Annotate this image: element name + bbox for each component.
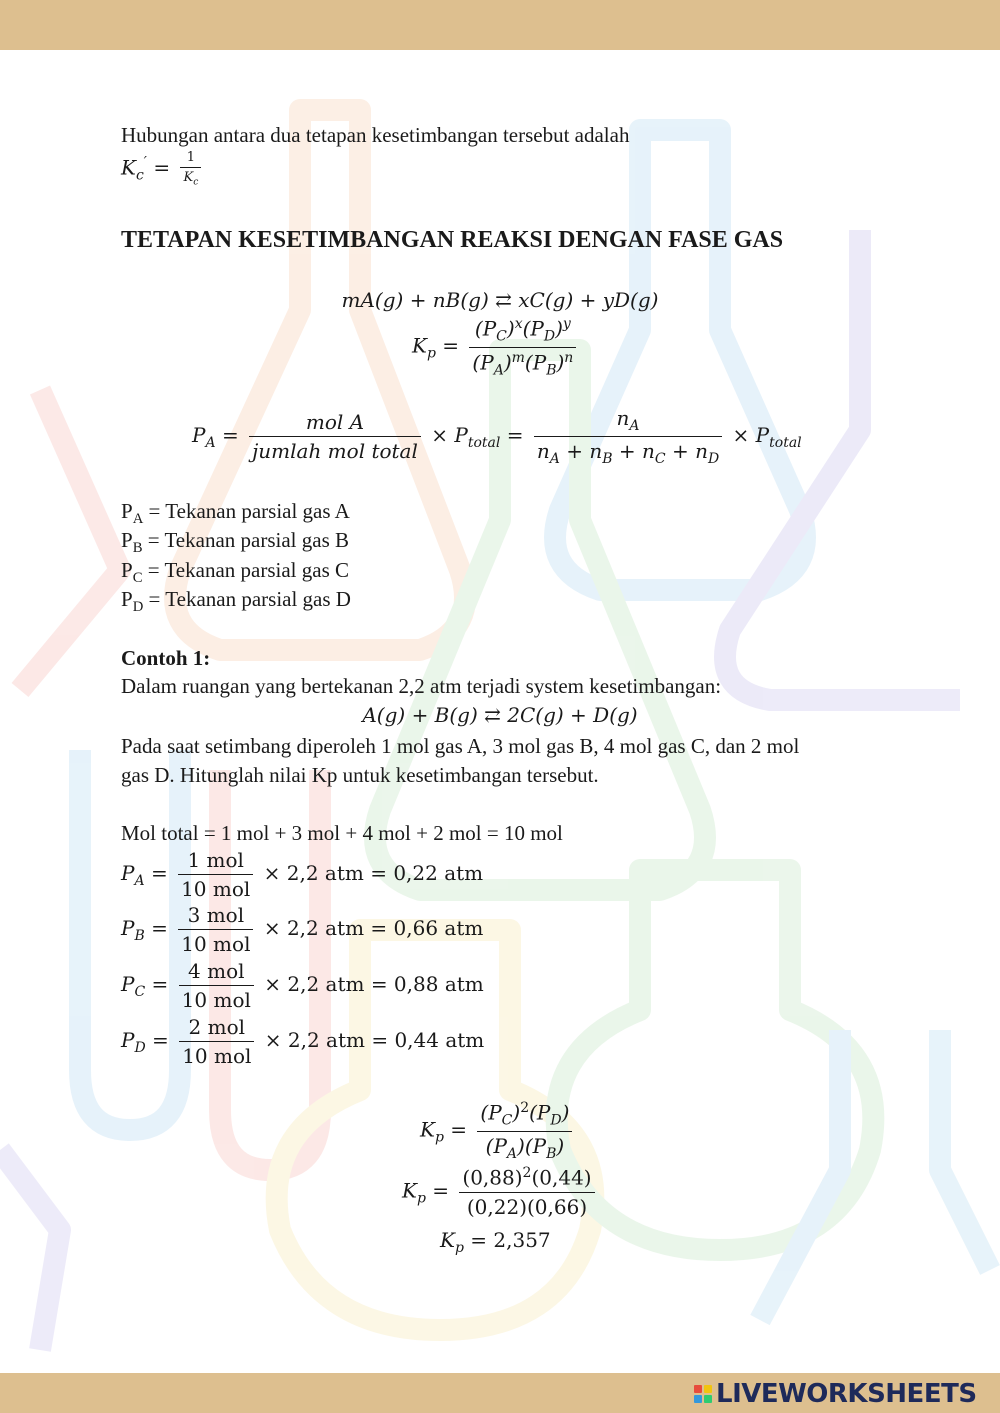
- kp-general-formula: $K_p$ = $\frac{(P_C)^x(P_D)^y}{(P_A)^m(P_B)^n}$: [412, 316, 580, 378]
- list-item: $P_A$ = Tekanan parsial gas A: [121, 499, 350, 528]
- intro-text: Hubungan antara dua tetapan kesetimbangan tersebut adalah: [121, 123, 630, 147]
- logo-icon: [694, 1385, 712, 1403]
- kp-expression: $K_p$ = $\frac{(P_C)^2(P_D)}{(P_A)(P_B)}$: [420, 1100, 576, 1162]
- example-line-3: gas D. Hitunglah nilai Kp untuk kesetimbangan tersebut.: [121, 763, 599, 787]
- example-reaction-equation: A(g) + B(g) ⇄ 2C(g) + D(g): [362, 703, 638, 727]
- list-item: $P_D$ = Tekanan parsial gas D: [121, 587, 351, 616]
- liveworksheets-logo[interactable]: [694, 1378, 977, 1410]
- mol-total-line: Mol total = 1 mol + 3 mol + 4 mol + 2 mol = 10 mol: [121, 821, 563, 845]
- example-title: Contoh 1:: [121, 646, 211, 670]
- list-item: $P_C$ = Tekanan parsial gas C: [121, 558, 349, 587]
- list-item: $P_B$ = Tekanan parsial gas B: [121, 528, 349, 557]
- kp-substitution: $K_p$ = $\frac{(0,88)^2(0,44)}{(0,22)(0,66)}$: [402, 1165, 599, 1219]
- logo-text: LIVEWORKSHEETS: [716, 1379, 977, 1409]
- pressure-calc-c: $P_C$ = $\frac{\text{4 mol}}{\text{10 mol}}$ × 2,2 atm = 0,88 atm: [121, 959, 484, 1012]
- partial-pressure-formula: $P_A$ = $\frac{\text{mol A}}{\text{jumlah mol total}}$ × $P_{total}$ = $\frac{n_A}{n_A + n_B + n_C + n_D}$ × $P_{total}$: [192, 406, 802, 467]
- kp-result: $K_p = 2,357$: [440, 1228, 551, 1256]
- pressure-calc-d: $P_D$ = $\frac{\text{2 mol}}{\text{10 mol}}$ × 2,2 atm = 0,44 atm: [121, 1015, 485, 1068]
- pressure-calc-a: $P_A$ = $\frac{\text{1 mol}}{\text{10 mol}}$ × 2,2 atm = 0,22 atm: [121, 848, 484, 901]
- example-line-2: Pada saat setimbang diperoleh 1 mol gas A, 3 mol gas B, 4 mol gas C, dan 2 mol: [121, 734, 800, 758]
- general-reaction-equation: mA(g) + nB(g) ⇄ xC(g) + yD(g): [341, 288, 659, 312]
- section-heading: TETAPAN KESETIMBANGAN REAKSI DENGAN FASE GAS: [121, 227, 784, 253]
- pressure-calc-b: $P_B$ = $\frac{\text{3 mol}}{\text{10 mol}}$ × 2,2 atm = 0,66 atm: [121, 903, 484, 956]
- example-line-1: Dalam ruangan yang bertekanan 2,2 atm terjadi system kesetimbangan:: [121, 674, 722, 698]
- kc-relation-formula: $K_c'$ = $\frac{1}{K_c}$: [121, 150, 205, 188]
